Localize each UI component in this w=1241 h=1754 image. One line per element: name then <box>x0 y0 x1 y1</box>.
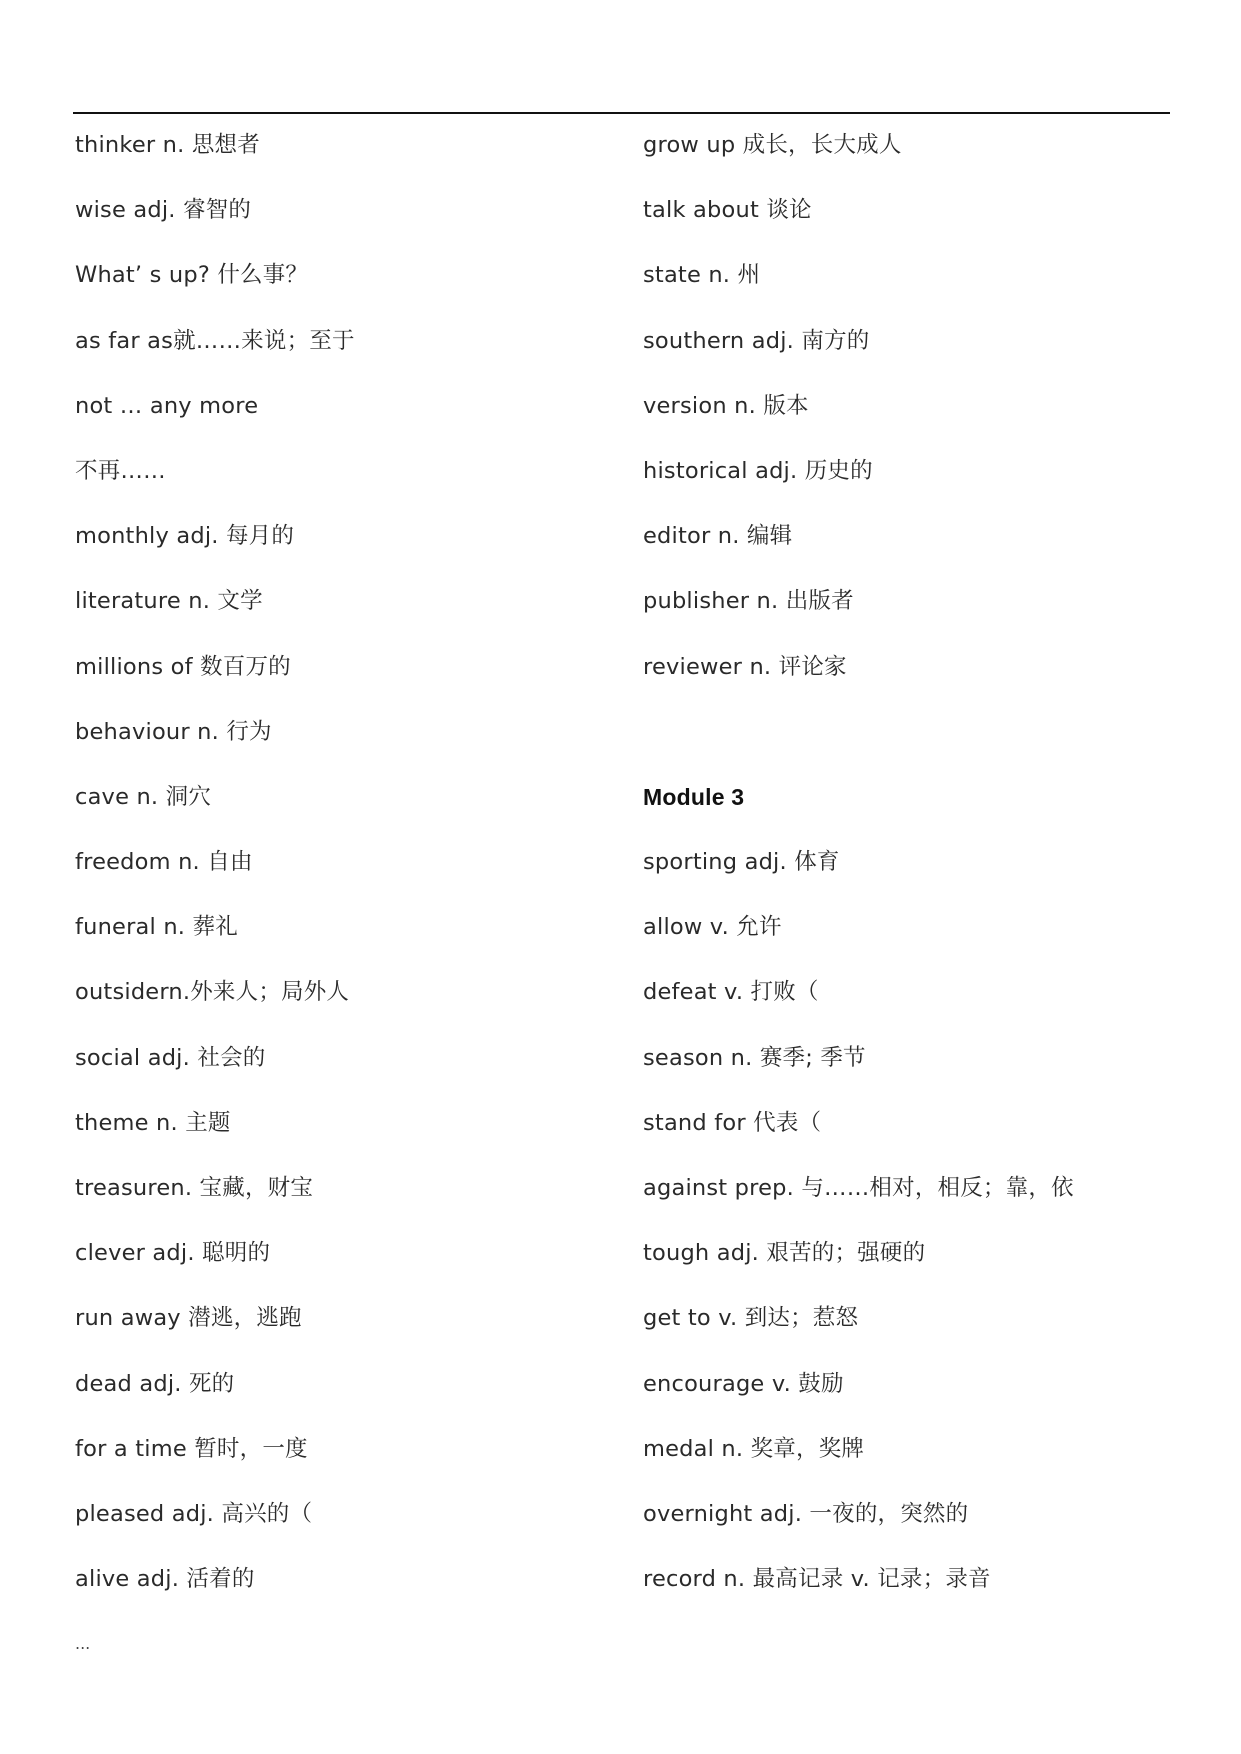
vocab-entry: clever adj. 聪明的 <box>75 1240 271 1267</box>
vocab-entry: dead adj. 死的 <box>75 1370 235 1397</box>
vocab-entry: for a time 暂时，一度 <box>75 1435 308 1462</box>
vocab-entry: monthly adj. 每月的 <box>75 523 295 550</box>
vocab-entry: What’ s up? 什么事？ <box>75 262 309 289</box>
vocab-entry: talk about 谈论 <box>643 197 812 224</box>
vocab-entry: state n. 州 <box>643 262 761 289</box>
vocab-entry: historical adj. 历史的 <box>643 457 873 484</box>
vocab-entry: millions of 数百万的 <box>75 653 291 680</box>
blank-spacer <box>643 707 1143 772</box>
vocab-entry: wise adj. 睿智的 <box>75 197 252 224</box>
top-rule <box>73 112 1170 114</box>
vocab-entry: record n. 最高记录 v. 记录；录音 <box>643 1566 991 1593</box>
vocab-entry: as far as就……来说；至于 <box>75 327 355 354</box>
module-heading: Module 3 <box>643 783 745 810</box>
left-vocab-column <box>75 120 575 1619</box>
vocab-entry: treasuren. 宝藏，财宝 <box>75 1175 314 1201</box>
vocab-entry: sporting adj. 体育 <box>643 849 840 876</box>
vocab-entry: theme n. 主题 <box>75 1109 231 1136</box>
vocab-entry: publisher n. 出版者 <box>643 588 854 615</box>
vocab-entry: season n. 赛季; 季节 <box>643 1044 866 1071</box>
right-vocab-column <box>643 120 1143 1619</box>
vocab-entry: grow up 成长，长大成人 <box>643 132 902 158</box>
continuation-ellipsis: ... <box>75 1634 91 1653</box>
vocab-entry: thinker n. 思想者 <box>75 132 260 158</box>
vocab-entry: medal n. 奖章，奖牌 <box>643 1435 865 1462</box>
vocab-entry: 不再…… <box>75 457 166 484</box>
vocab-entry: tough adj. 艰苦的；强硬的 <box>643 1240 926 1267</box>
vocab-entry: defeat v. 打败（ <box>643 979 819 1006</box>
vocab-entry: version n. 版本 <box>643 392 809 419</box>
vocab-entry: get to v. 到达；惹怒 <box>643 1305 859 1332</box>
vocab-entry: reviewer n. 评论家 <box>643 653 847 680</box>
vocab-entry: freedom n. 自由 <box>75 849 253 876</box>
vocab-entry: pleased adj. 高兴的（ <box>75 1500 313 1527</box>
vocab-entry: editor n. 编辑 <box>643 523 793 550</box>
vocab-entry: against prep. 与……相对，相反；靠，依 <box>643 1175 1074 1201</box>
vocab-entry: southern adj. 南方的 <box>643 327 870 354</box>
vocab-entry: literature n. 文学 <box>75 588 263 615</box>
vocab-entry: encourage v. 鼓励 <box>643 1370 844 1397</box>
vocab-entry: social adj. 社会的 <box>75 1044 266 1071</box>
vocab-entry: not … any more <box>75 392 259 419</box>
vocab-entry: run away 潜逃，逃跑 <box>75 1305 302 1332</box>
vocab-entry: allow v. 允许 <box>643 914 782 941</box>
vocab-entry: overnight adj. 一夜的，突然的 <box>643 1500 969 1527</box>
vocab-entry: stand for 代表（ <box>643 1109 822 1136</box>
vocab-entry: cave n. 洞穴 <box>75 783 212 810</box>
vocab-entry: outsidern.外来人；局外人 <box>75 979 350 1006</box>
vocab-entry: behaviour n. 行为 <box>75 718 272 745</box>
vocab-entry: alive adj. 活着的 <box>75 1566 255 1593</box>
vocab-entry: funeral n. 葬礼 <box>75 914 238 941</box>
